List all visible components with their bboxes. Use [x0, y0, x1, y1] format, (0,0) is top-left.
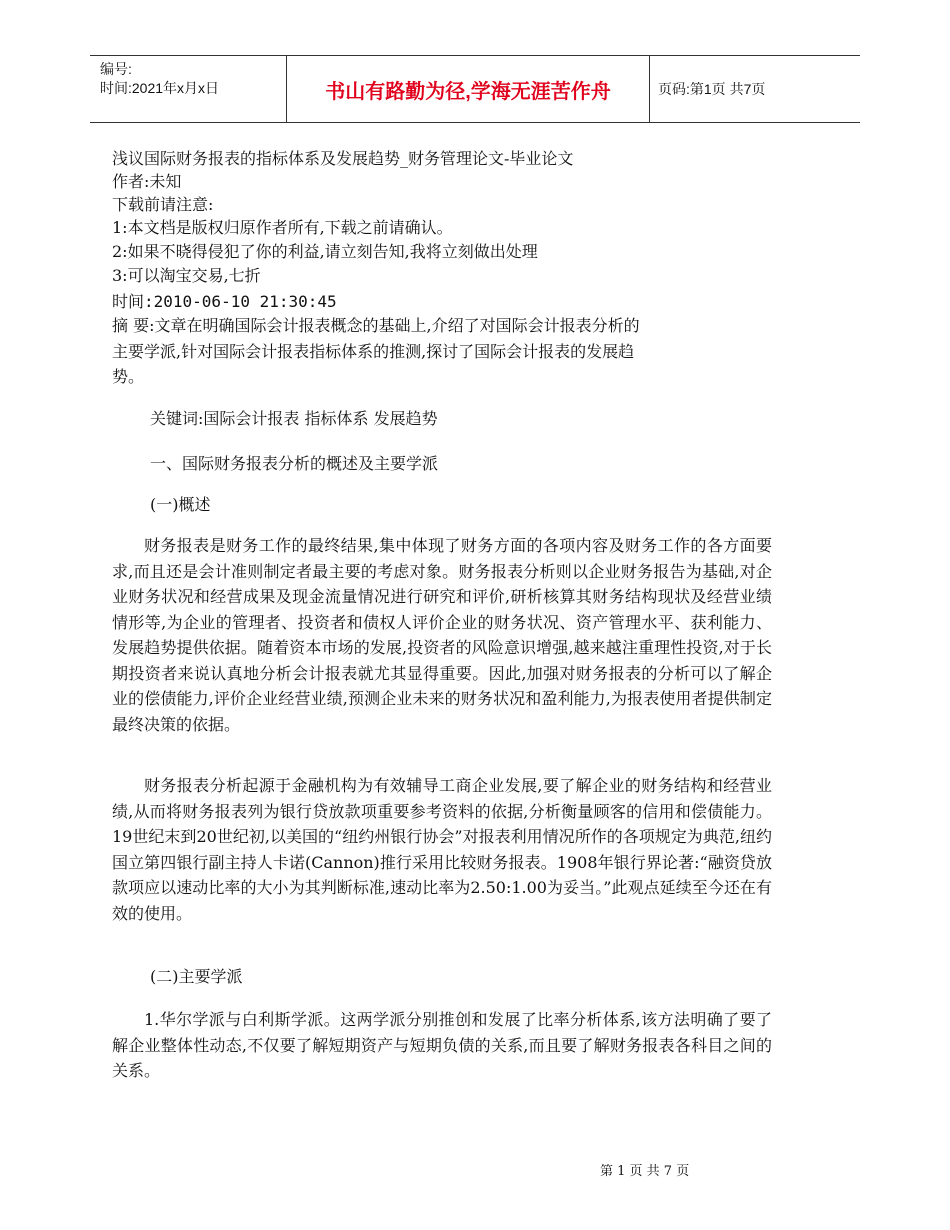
subsection-heading-1: (一)概述: [150, 495, 211, 514]
paragraph-3-text: 1.华尔学派与白利斯学派。这两学派分别推创和发展了比率分析体系,该方法明确了要了解企业整体性动态,不仅要了解短期资产与短期负债的关系,而且要了解财务报表各科目之间的关系。: [112, 1010, 772, 1080]
header-page-info: 页码:第1页 共7页: [658, 81, 766, 97]
notice-item-3: 3:可以淘宝交易,七折: [112, 266, 261, 285]
paragraph-2: [112, 773, 772, 926]
paragraph-1: [112, 533, 772, 737]
header-motto: 书山有路勤为径,学海无涯苦作舟: [286, 56, 650, 122]
doc-title: 浅议国际财务报表的指标体系及发展趋势_财务管理论文-毕业论文: [112, 149, 574, 168]
page-header: [90, 55, 860, 123]
abstract-line-3: 势。: [112, 367, 145, 386]
abstract-line-2: 主要学派,针对国际会计报表指标体系的推测,探讨了国际会计报表的发展趋: [112, 342, 635, 361]
paragraph-1-text: 财务报表是财务工作的最终结果,集中体现了财务方面的各项内容及财务工作的各方面要求,而且还是会计准则制定者最主要的考虑对象。财务报表分析则以企业财务报告为基础,对企业财务状况和经营成果及现金流量情况进行研究和评价,研析核算其财务结构现状及经营业绩情形等,为企业的管理者、投资者和债权人评价企业的财务状况、资产管理水平、获利能力、发展趋势提供依据。随着资本市场的发展,投资者的风险意识增强,越来越注重理性投资,对于长期投资者来说认真地分析会计报表就尤其显得重要。因此,加强对财务报表的分析可以了解企业的偿债能力,评价企业经营业绩,预测企业未来的财务状况和盈利能力,为报表使用者提供制定最终决策的依据。: [112, 536, 772, 734]
notice-heading: 下载前请注意:: [112, 195, 214, 214]
notice-item-2: 2:如果不晓得侵犯了你的利益,请立刻告知,我将立刻做出处理: [112, 242, 538, 261]
section-heading-1: 一、国际财务报表分析的概述及主要学派: [150, 454, 439, 473]
doc-time: 时间:2010-06-10 21:30:45: [112, 292, 337, 311]
header-meta: [100, 60, 290, 98]
header-number-label: 编号:: [100, 61, 132, 77]
notice-item-1: 1:本文档是版权归原作者所有,下载之前请确认。: [112, 218, 453, 237]
paragraph-2-text: 财务报表分析起源于金融机构为有效辅导工商企业发展,要了解企业的财务结构和经营业绩,从而将财务报表列为银行贷放款项重要参考资料的依据,分析衡量顾客的信用和偿债能力。19世纪末到20世纪初,以美国的“纽约州银行协会”对报表利用情况所作的各项规定为典范,纽约国立第四银行副主持人卡诺(Cannon)推行采用比较财务报表。1908年银行界论著:“融资贷放款项应以速动比率的大小为其判断标准,速动比率为2.50:1.00为妥当。”此观点延续至今还在有效的使用。: [112, 776, 772, 923]
subsection-heading-2: (二)主要学派: [150, 967, 243, 986]
doc-author: 作者:未知: [112, 172, 182, 191]
header-time-label: 时间:2021年x月x日: [100, 80, 220, 96]
keywords: 关键词:国际会计报表 指标体系 发展趋势: [150, 409, 438, 428]
page-footer: 第 1 页 共 7 页: [600, 1164, 690, 1179]
abstract-line-1: 摘 要:文章在明确国际会计报表概念的基础上,介绍了对国际会计报表分析的: [112, 316, 640, 335]
paragraph-3: [112, 1007, 772, 1084]
